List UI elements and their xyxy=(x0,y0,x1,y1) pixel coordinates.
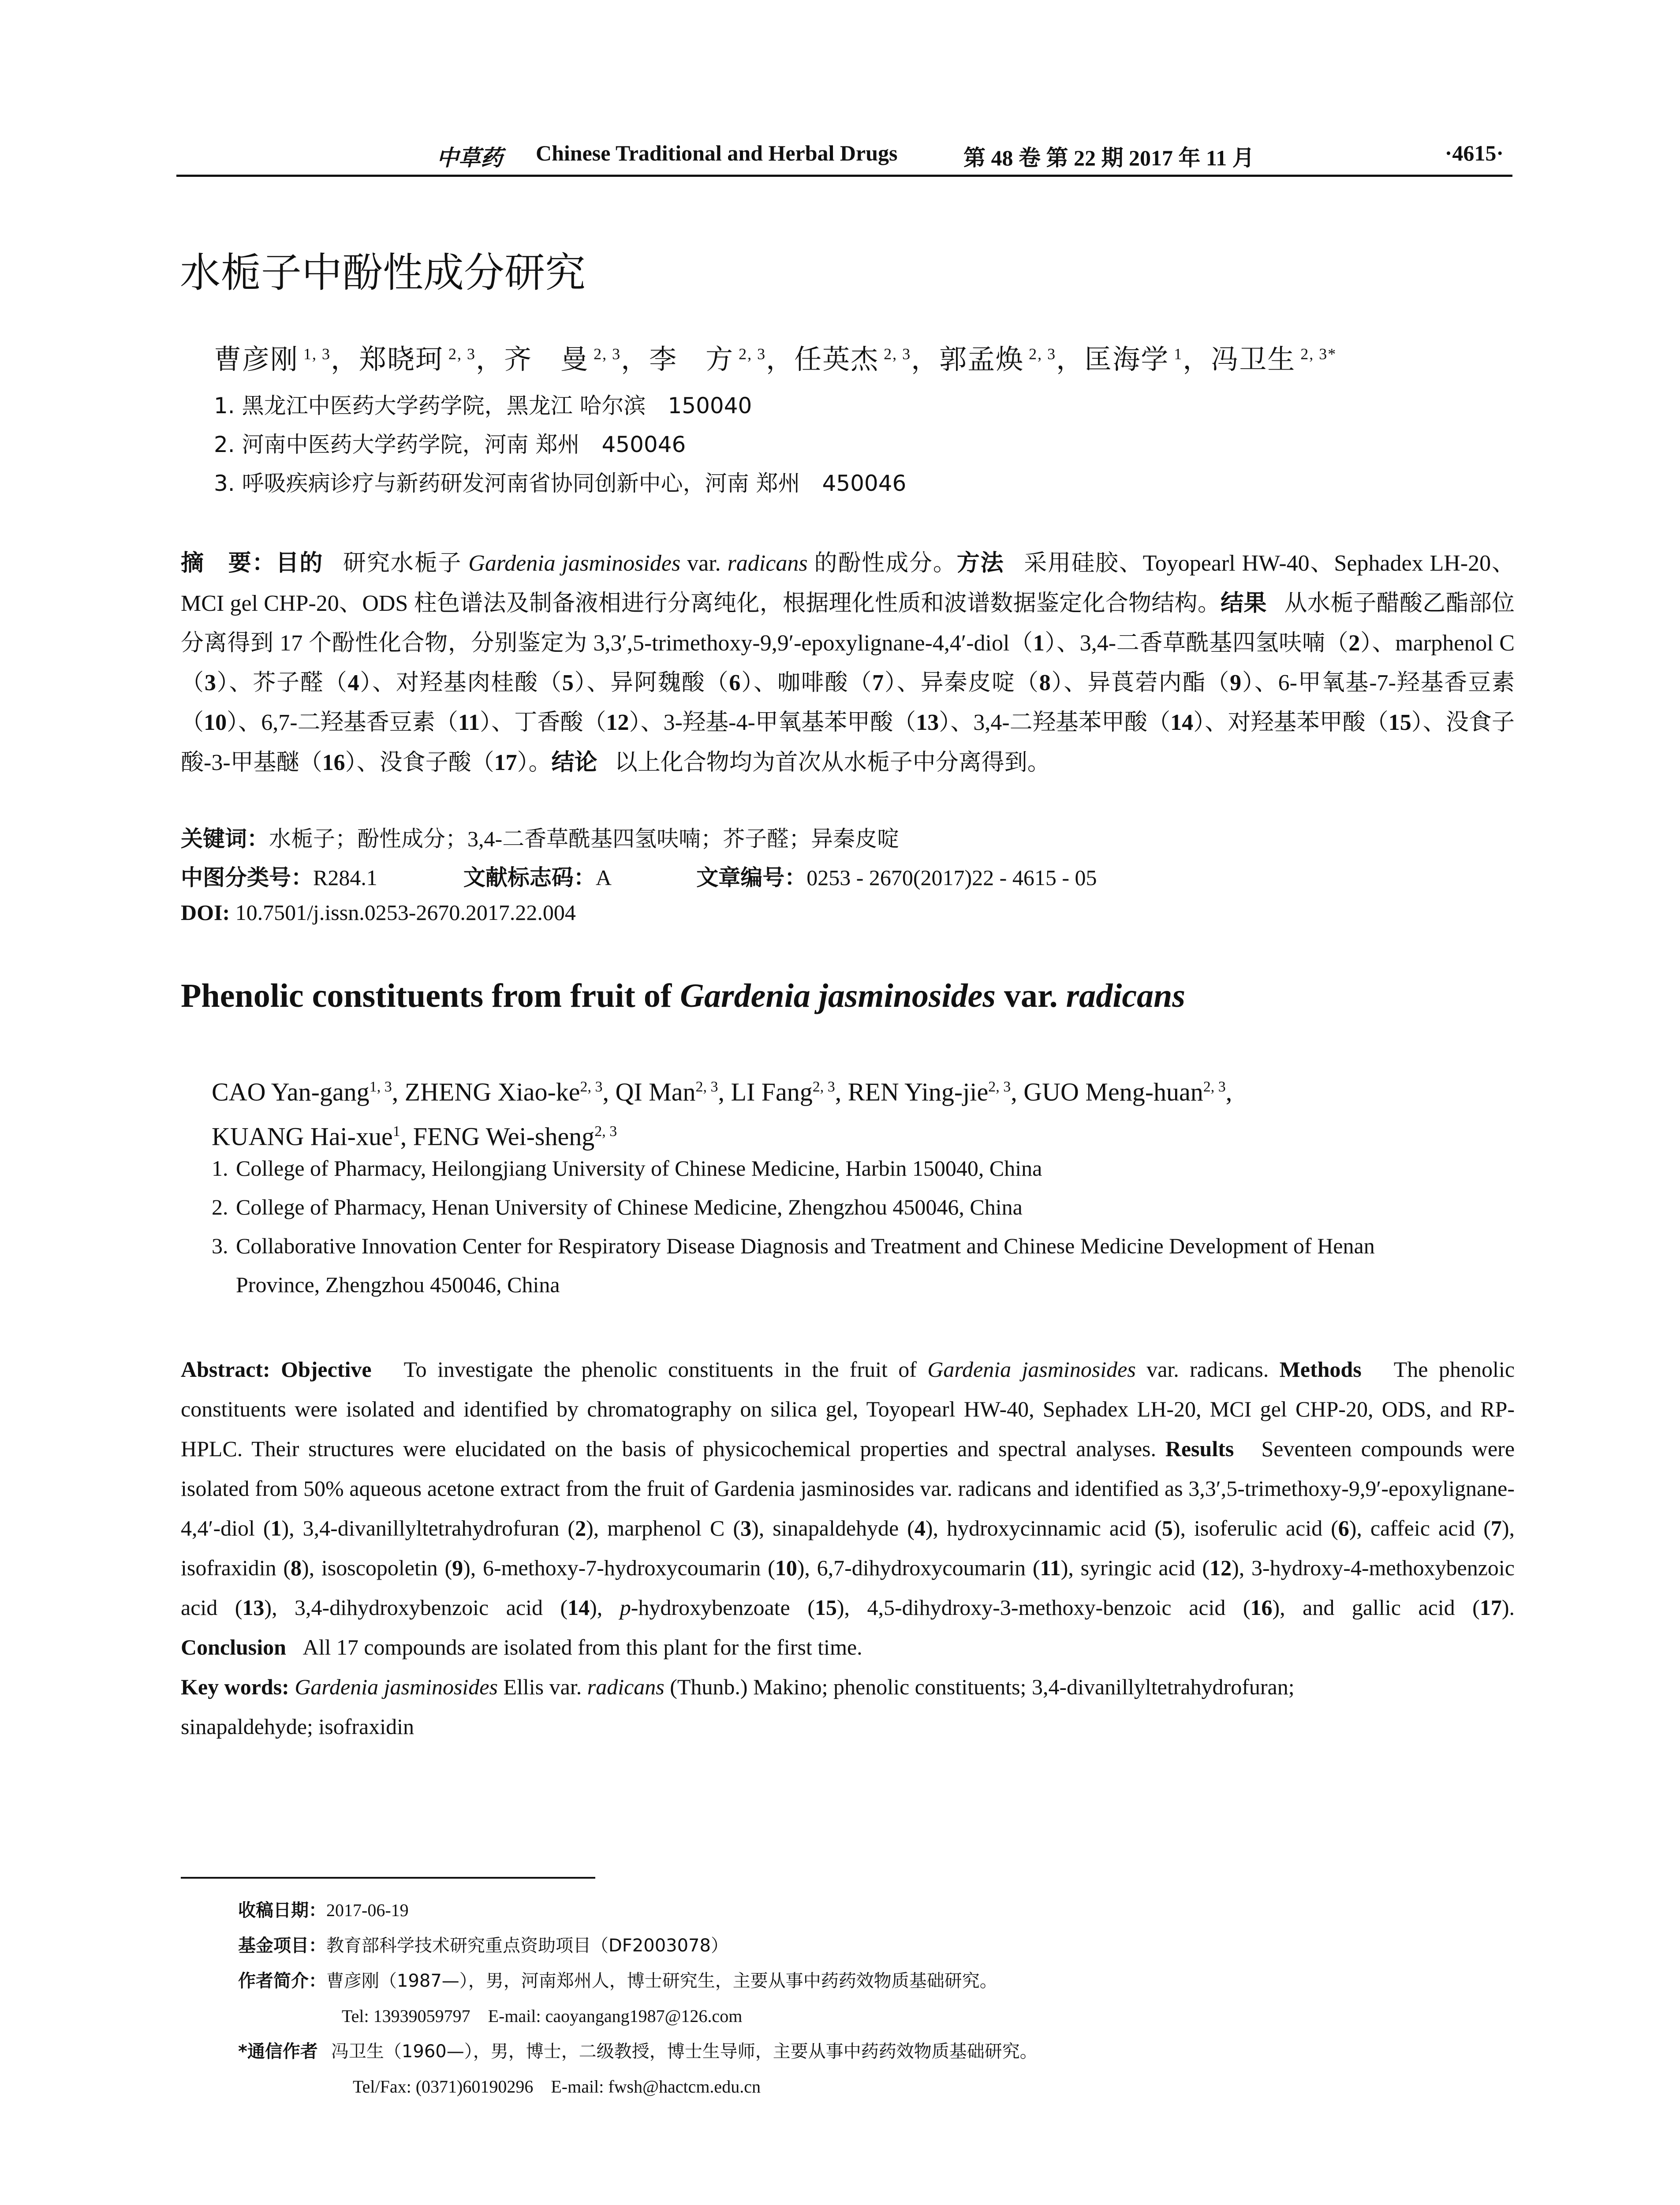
affiliation-number: 3. xyxy=(212,1233,228,1258)
footnote-text: 冯卫生（1960—），男，博士，二级教授，博士生导师，主要从事中药药效物质基础研究。 xyxy=(331,2041,1038,2062)
results-text: 从水栀子醋酸乙酯部位分离得到 17 个酚性化合物，分别鉴定为 3,3′,5-trimethoxy-9,9′-epoxylignane-4,4′-diol（ xyxy=(181,591,1515,656)
cn-keywords-label: 关键词： xyxy=(181,826,269,852)
en-keywords-label: Key words: xyxy=(181,1674,289,1699)
results-text: ), sinapaldehyde ( xyxy=(751,1516,915,1540)
compound-number: 4 xyxy=(914,1516,926,1540)
footnote-label: 收稿日期： xyxy=(238,1900,326,1921)
cn-affiliation: 2. 河南中医药大学药学院，河南 郑州 450046 xyxy=(214,432,686,457)
page-number: ·4615· xyxy=(1445,141,1504,165)
author-affiliation-sup: 2, 3 xyxy=(580,1079,603,1095)
cn-objective-label: 目的 xyxy=(276,550,324,576)
cn-objective-text: 的酚性成分。 xyxy=(807,551,957,576)
cn-author-name: 任英杰 xyxy=(794,345,879,375)
footnote-text: 2017-06-19 xyxy=(326,1900,409,1920)
footnote-label: 作者简介： xyxy=(238,1971,326,1991)
author-affiliation-sup: 1 xyxy=(1169,345,1183,363)
doi-value: 10.7501/j.issn.0253-2670.2017.22.004 xyxy=(235,900,576,925)
results-text: ), hydroxycinnamic acid ( xyxy=(925,1516,1162,1540)
cn-affiliation: 1. 黑龙江中医药大学药学院，黑龙江 哈尔滨 150040 xyxy=(214,393,752,419)
results-text: ）、对羟基苯甲酸（ xyxy=(1193,710,1389,735)
latin-name: radicans xyxy=(587,1674,665,1699)
results-text: ), marphenol C ( xyxy=(586,1516,741,1540)
en-keywords-text: Ellis var. xyxy=(497,1674,587,1699)
cn-author-name: 齐 曼 xyxy=(504,345,589,375)
footnote-corresponding-contact: Tel/Fax: (0371)60190296 E-mail: fwsh@hactcm.edu.cn xyxy=(353,2077,761,2097)
results-text: ), 3,4-dihydroxybenzoic acid ( xyxy=(264,1595,568,1620)
en-author-name: ZHENG Xiao-ke xyxy=(404,1077,580,1106)
author-affiliation-sup: 2, 3 xyxy=(589,345,621,363)
compound-number: 8 xyxy=(291,1555,302,1580)
latin-name: Gardenia jasminosides xyxy=(468,551,681,576)
en-title-text: Phenolic constituents from fruit of xyxy=(181,977,680,1014)
cn-abstract-label: 摘 要： xyxy=(181,550,276,576)
doi-label: DOI: xyxy=(181,900,230,925)
en-objective-text: var. radicans. xyxy=(1135,1357,1269,1382)
author-affiliation-sup: 2, 3 xyxy=(879,345,911,363)
compound-number: 11 xyxy=(1040,1555,1061,1580)
results-text: ), xyxy=(590,1595,620,1620)
en-results-label: Results xyxy=(1165,1436,1234,1461)
en-author-name: CAO Yan-gang xyxy=(212,1077,370,1106)
en-methods-label: Methods xyxy=(1279,1357,1362,1382)
clc-value: R284.1 xyxy=(313,865,377,890)
compound-number: 15 xyxy=(814,1595,837,1620)
results-text: ）、没食子酸-3-甲基醚（ xyxy=(181,710,1515,775)
running-header xyxy=(176,140,1512,180)
author-affiliation-sup: 2, 3 xyxy=(734,345,766,363)
compound-number: 2 xyxy=(1348,631,1360,656)
footnote-bio xyxy=(238,1967,997,1992)
en-keywords-text: (Thunb.) Makino; phenolic constituents; 3,4-divanillyltetrahydrofuran; xyxy=(664,1674,1295,1699)
compound-number: 6 xyxy=(729,670,741,695)
results-text: ）、异阿魏酸（ xyxy=(573,670,729,695)
cn-conclusion-text: 以上化合物均为首次从水栀子中分离得到。 xyxy=(614,750,1050,775)
cn-author-name: 曹彦刚 xyxy=(214,345,299,375)
footnote-bio-contact: Tel: 13939059797 E-mail: caoyangang1987@126.com xyxy=(342,2006,743,2026)
compound-number: 14 xyxy=(567,1595,590,1620)
article-no-value: 0253 - 2670(2017)22 - 4615 - 05 xyxy=(806,865,1097,890)
en-abstract xyxy=(181,1349,1515,1746)
en-objective-text: To investigate the phenolic constituents in the fruit of xyxy=(403,1357,928,1382)
results-text: ）、异莨菪内酯（ xyxy=(1050,670,1230,695)
cn-objective-text: var. xyxy=(680,551,728,576)
latin-name: Gardenia jasminosides xyxy=(927,1357,1136,1382)
author-affiliation-sup: 2, 3 xyxy=(1203,1079,1226,1095)
compound-number: 17 xyxy=(494,750,517,775)
compound-number: 13 xyxy=(242,1595,265,1620)
en-author-line: CAO Yan-gang$^{1, 3}$, ZHENG Xiao-ke$^{2, 3}$, QI Man$^{2, 3}$, LI Fang$^{2, 3}$, REN Ying-jie$^{2, 3}$, GUO Meng-huan$^{2, 3}$, xyxy=(212,1077,1232,1106)
author-affiliation-sup: 1, 3 xyxy=(299,345,331,363)
cn-affiliation: 3. 呼吸疾病诊疗与新药研发河南省协同创新中心，河南 郑州 450046 xyxy=(214,471,907,496)
cn-title: 水栀子中酚性成分研究 xyxy=(180,249,586,296)
en-author-name: LI Fang xyxy=(731,1077,813,1106)
results-text: -hydroxybenzoate ( xyxy=(631,1595,815,1620)
cn-methods-label: 方法 xyxy=(956,550,1004,576)
compound-number: 2 xyxy=(575,1516,586,1540)
compound-number: 9 xyxy=(1230,670,1242,695)
en-affiliation xyxy=(212,1149,1517,1188)
results-text: ）、没食子酸（ xyxy=(345,750,494,775)
cn-objective-text: 研究水栀子 xyxy=(343,551,469,576)
en-author-name: FENG Wei-sheng xyxy=(413,1122,595,1151)
header-rule xyxy=(176,175,1512,177)
en-abstract-label: Abstract: xyxy=(181,1357,270,1382)
results-text: ), 4,5-dihydroxy-3-methoxy-benzoic acid ( xyxy=(836,1595,1251,1620)
results-text: ), 3-hydroxy-4-methoxybenzoic acid ( xyxy=(181,1555,1515,1620)
compound-number: 1 xyxy=(270,1516,282,1540)
doccode-value: A xyxy=(595,865,611,890)
journal-name-en: Chinese Traditional and Herbal Drugs xyxy=(536,141,898,165)
author-affiliation-sup: 2, 3 xyxy=(1024,345,1057,363)
en-methods-text: The phenolic constituents were isolated and identified by chromatography on silica gel, Toyopearl HW-40, Sephadex LH-20, MCI gel CHP-20, ODS, and RP-HPLC. Their structures were elucidated on the basis of physicochemical properties and spectral analyses. xyxy=(181,1357,1515,1461)
author-affiliation-sup: 1 xyxy=(392,1123,400,1140)
compound-number: 12 xyxy=(606,710,629,735)
compound-number: 7 xyxy=(1490,1516,1502,1540)
affiliation-text: Collaborative Innovation Center for Respiratory Disease Diagnosis and Treatment and Chinese Medicine Development of Henan xyxy=(236,1233,1375,1258)
author-affiliation-sup: 2, 3 xyxy=(444,345,476,363)
latin-name: radicans xyxy=(727,551,808,576)
footnote-label: *通信作者 xyxy=(238,2041,318,2062)
results-text: ）、6-甲氧基-7-羟基香豆素（ xyxy=(181,670,1515,735)
results-text: ）、6,7-二羟基香豆素（ xyxy=(227,710,458,735)
en-results-text xyxy=(181,1436,1515,1620)
compound-number: 9 xyxy=(452,1555,463,1580)
cn-author-name: 郭孟焕 xyxy=(939,345,1024,375)
doi-line xyxy=(181,900,576,925)
results-text: ）、3,4-二羟基苯甲酸（ xyxy=(939,710,1171,735)
affiliation-text: College of Pharmacy, Henan University of Chinese Medicine, Zhengzhou 450046, China xyxy=(236,1195,1023,1219)
en-conclusion-text: All 17 compounds are isolated from this plant for the first time. xyxy=(302,1635,862,1659)
italic-prefix: p xyxy=(620,1595,631,1620)
compound-number: 17 xyxy=(1479,1595,1502,1620)
results-text: ), 3,4-divanillyltetrahydrofuran ( xyxy=(281,1516,575,1540)
compound-number: 5 xyxy=(1161,1516,1173,1540)
compound-number: 6 xyxy=(1338,1516,1349,1540)
en-keywords-continued: sinapaldehyde; isofraxidin xyxy=(181,1714,414,1739)
en-conclusion-label: Conclusion xyxy=(181,1635,286,1659)
results-text: ), and gallic acid ( xyxy=(1272,1595,1480,1620)
footnote-fund xyxy=(238,1932,728,1957)
results-text: ), isoscopoletin ( xyxy=(302,1555,452,1580)
cn-classification xyxy=(181,860,1097,892)
en-affiliation-continuation: Province, Zhengzhou 450046, China xyxy=(236,1272,560,1297)
cn-author-name: 郑晓珂 xyxy=(359,345,444,375)
results-text: ）、3,4-二香草酰基四氢呋喃（ xyxy=(1044,631,1349,656)
compound-number: 10 xyxy=(775,1555,797,1580)
cn-author-name: 李 方 xyxy=(649,345,734,375)
latin-name: radicans xyxy=(1066,977,1185,1014)
results-text: ), 6-methoxy-7-hydroxycoumarin ( xyxy=(463,1555,775,1580)
cn-methods-text: 采用硅胶、Toyopearl HW-40、Sephadex LH-20、MCI gel CHP-20、ODS 柱色谱法及制备液相进行分离纯化，根据理化性质和波谱数据鉴定化合物结构。 xyxy=(181,551,1515,616)
compound-number: 16 xyxy=(322,750,345,775)
results-text: ）、咖啡酸（ xyxy=(740,670,873,695)
cn-author-name: 匡海学 xyxy=(1084,345,1169,375)
author-affiliation-sup: 2, 3* xyxy=(1295,345,1337,363)
en-author-list xyxy=(212,1067,1517,1157)
cn-conclusion-label: 结论 xyxy=(551,749,597,776)
compound-number: 12 xyxy=(1210,1555,1232,1580)
en-keywords xyxy=(181,1667,1515,1707)
cn-keywords xyxy=(181,821,899,853)
compound-number: 3 xyxy=(204,670,216,695)
author-affiliation-sup: 1, 3 xyxy=(369,1079,392,1095)
compound-number: 5 xyxy=(562,670,574,695)
affiliation-text: College of Pharmacy, Heilongjiang University of Chinese Medicine, Harbin 150040, China xyxy=(236,1156,1042,1181)
article-no-label: 文章编号： xyxy=(696,865,807,890)
results-text: ）、marphenol C（ xyxy=(181,631,1515,695)
footnote-rule xyxy=(181,1877,595,1879)
compound-number: 13 xyxy=(916,710,939,735)
compound-number: 8 xyxy=(1039,670,1051,695)
compound-number: 16 xyxy=(1250,1595,1273,1620)
compound-number: 15 xyxy=(1388,710,1411,735)
en-author-name: GUO Meng-huan xyxy=(1023,1077,1203,1106)
compound-number: 7 xyxy=(872,670,884,695)
footnote-label: 基金项目： xyxy=(238,1936,326,1956)
results-text: ), 6,7-dihydroxycoumarin ( xyxy=(797,1555,1040,1580)
en-affiliation xyxy=(212,1226,1517,1265)
results-text: ）。 xyxy=(517,750,552,775)
en-author-name: KUANG Hai-xue xyxy=(212,1122,393,1151)
en-author-name: REN Ying-jie xyxy=(847,1077,989,1106)
compound-number: 14 xyxy=(1170,710,1194,735)
footnote-corresponding xyxy=(238,2037,1038,2063)
cn-results-text xyxy=(181,591,1515,775)
footnote-text: 曹彦刚（1987—），男，河南郑州人，博士研究生，主要从事中药药效物质基础研究。 xyxy=(326,1971,997,1991)
results-text: ), isofraxidin ( xyxy=(181,1516,1515,1580)
results-text: ). xyxy=(1501,1595,1515,1620)
results-text: ), syringic acid ( xyxy=(1060,1555,1210,1580)
author-affiliation-sup: 2, 3 xyxy=(988,1079,1011,1095)
en-author-line: KUANG Hai-xue$^1$, FENG Wei-sheng$^{2, 3}$ xyxy=(212,1122,617,1151)
journal-name-cn: 中草药 xyxy=(437,145,503,171)
author-affiliation-sup: 2, 3 xyxy=(812,1079,835,1095)
issue-info: 第 48 卷 第 22 期 2017 年 11 月 xyxy=(963,146,1254,170)
results-text: ）、芥子醛（ xyxy=(216,670,348,695)
results-text: ), caffeic acid ( xyxy=(1349,1516,1491,1540)
results-text: ), isoferulic acid ( xyxy=(1172,1516,1338,1540)
affiliation-number: 2. xyxy=(212,1195,228,1219)
en-author-name: QI Man xyxy=(615,1077,696,1106)
latin-name: Gardenia jasminosides xyxy=(295,1674,498,1699)
en-objective-label: Objective xyxy=(281,1357,372,1382)
compound-number: 11 xyxy=(458,710,480,735)
cn-abstract xyxy=(181,543,1515,783)
clc-label: 中图分类号： xyxy=(181,865,313,890)
footnote-received xyxy=(238,1896,409,1921)
cn-results-label: 结果 xyxy=(1221,590,1267,617)
compound-number: 1 xyxy=(1033,631,1045,656)
compound-number: 4 xyxy=(347,670,359,695)
cn-author-name: 冯卫生 xyxy=(1211,345,1296,375)
results-text: ）、对羟基肉桂酸（ xyxy=(359,670,562,695)
en-affiliation xyxy=(212,1188,1517,1226)
author-affiliation-sup: 2, 3 xyxy=(594,1123,617,1140)
affiliation-number: 1. xyxy=(212,1156,228,1181)
results-text: ）、丁香酸（ xyxy=(480,710,606,735)
en-affiliations xyxy=(212,1149,1517,1304)
compound-number: 3 xyxy=(740,1516,752,1540)
cn-author-list: 曹彦刚 $^{1, 3}$，郑晓珂 $^{2, 3}$，齐 曼 $^{2, 3}$，李 方 $^{2, 3}$，任英杰 $^{2, 3}$，郭孟焕 $^{2, 3}$，匡海学 $^1$，冯卫生 $^{2, 3*}$ xyxy=(214,345,1337,375)
results-text: ）、3-羟基-4-甲氧基苯甲酸（ xyxy=(629,710,916,735)
author-affiliation-sup: 2, 3 xyxy=(695,1079,718,1095)
compound-number: 10 xyxy=(204,710,227,735)
cn-keywords-text: 水栀子；酚性成分；3,4-二香草酰基四氢呋喃；芥子醛；异秦皮啶 xyxy=(269,826,900,851)
footnote-text: 教育部科学技术研究重点资助项目（DF2003078） xyxy=(326,1936,728,1956)
en-title xyxy=(181,977,1185,1015)
results-text: ）、异秦皮啶（ xyxy=(884,670,1039,695)
en-title-text: var. xyxy=(995,977,1066,1014)
latin-name: Gardenia jasminosides xyxy=(680,977,996,1014)
results-text: Seventeen compounds were isolated from 50% aqueous acetone extract from the fruit of Gardenia jasminosides var. radicans and identified as 3,3′,5-trimethoxy-9,9′-epoxylignane-4,4′-diol ( xyxy=(181,1436,1515,1540)
doccode-label: 文献标志码： xyxy=(463,865,596,890)
